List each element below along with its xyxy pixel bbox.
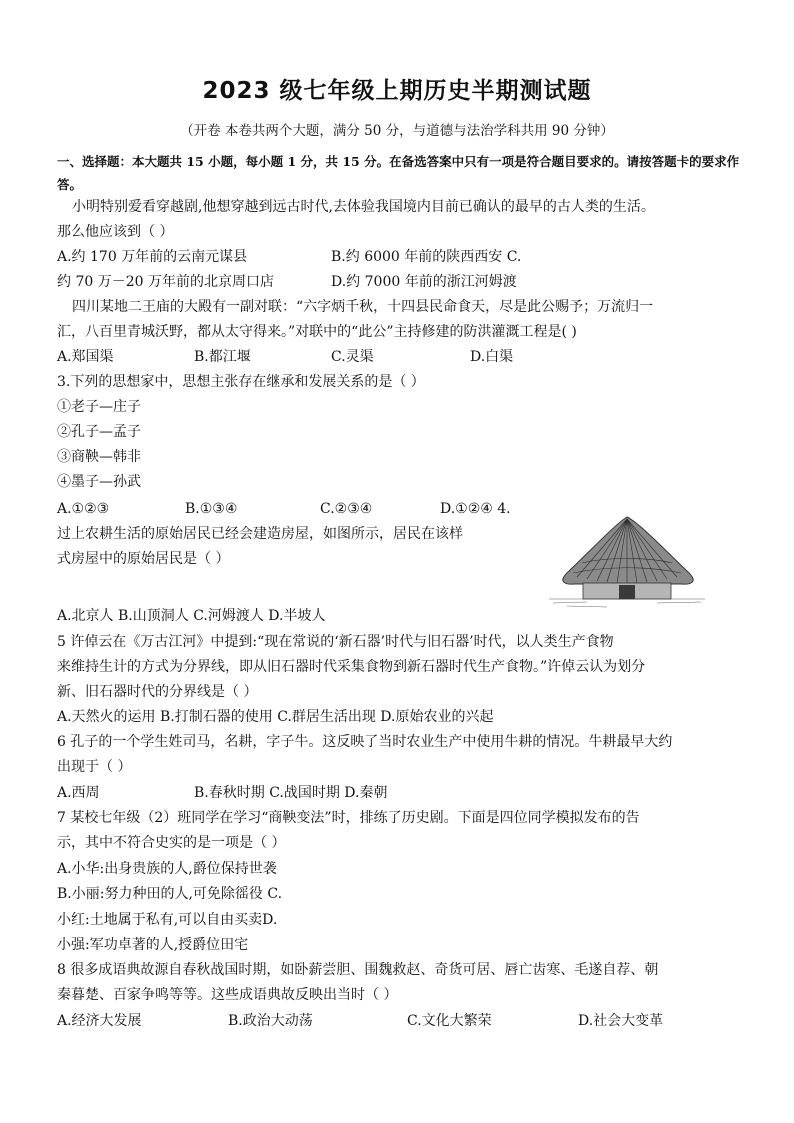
thatched-hut-illustration: [547, 511, 707, 611]
q2-option-b: B.都江堰: [194, 349, 251, 365]
q1-option-d: D.约 7000 年前的浙江河姆渡: [331, 274, 517, 290]
q7-option-d: 小强:军功卓著的人,授爵位田宅: [57, 937, 249, 953]
section-1-header: 一、选择题：本大题共 15 小题，每小题 1 分，共 15 分。在备选答案中只有一项是符合题目要求的。请按答题卡的要求作答。: [57, 154, 740, 192]
hut-door: [619, 585, 635, 599]
q3-option-b: B.①③④: [185, 501, 238, 517]
q1-line-2: 那么他应该到（ ）: [57, 224, 174, 240]
q6-option-a: A.西周: [57, 785, 100, 801]
q7-line-1: 7 某校七年级（2）班同学在学习“商鞅变法”时，排练了历史剧。下面是四位同学模拟发布的告: [57, 810, 640, 826]
q1-line-1: 小明特别爱看穿越剧,他想穿越到远古时代,去体验我国境内目前已确认的最早的古人类的生活。: [72, 199, 655, 215]
q6-line-2: 出现于（ ）: [57, 759, 132, 775]
q2-line-1: 四川某地二王庙的大殿有一副对联：“六字炳千秋，十四县民命食天，尽是此公赐予；万流归一: [72, 299, 654, 315]
q4-line-1: 过上农耕生活的原始居民已经会建造房屋，如图所示，居民在该样: [57, 526, 463, 542]
q3-option-a: A.①②③: [57, 501, 110, 517]
q2-option-a: A.郑国渠: [57, 349, 114, 365]
q8-option-d: D.社会大变革: [578, 1013, 664, 1029]
q8-option-c: C.文化大繁荣: [407, 1013, 492, 1029]
q8-option-b: B.政治大动荡: [228, 1013, 313, 1029]
hut-ground: [549, 599, 705, 607]
q6-line-1: 6 孔子的一个学生姓司马，名耕，字子牛。这反映了当时农业生产中使用牛耕的情况。牛耕最早大约: [57, 734, 673, 750]
q1-option-b: B.约 6000 年前的陕西西安 C.: [331, 249, 522, 265]
q7-line-2: 示，其中不符合史实的是一项是（ ）: [57, 835, 286, 851]
q1-option-a: A.约 170 万年前的云南元谋县: [57, 249, 248, 265]
q5-options: A.天然火的运用 B.打制石器的使用 C.群居生活出现 D.原始农业的兴起: [57, 709, 494, 725]
q3-option-c: C.②③④: [320, 501, 373, 517]
q7-option-a: A.小华:出身贵族的人,爵位保持世袭: [57, 861, 277, 877]
q3-item-4: ④墨子—孙武: [57, 474, 141, 490]
q3-item-1: ①老子—庄子: [57, 399, 141, 415]
q3-option-d: D.①②④ 4.: [440, 501, 511, 517]
q2-option-c: C.灵渠: [331, 349, 374, 365]
q8-option-a: A.经济大发展: [57, 1013, 142, 1029]
q8-line-1: 8 很多成语典故源自春秋战国时期，如卧薪尝胆、围魏救赵、奇货可居、唇亡齿寒、毛遂自荐、朝: [57, 962, 659, 978]
q3-stem: 3.下列的思想家中，思想主张存在继承和发展关系的是（ ）: [57, 374, 425, 390]
q5-line-3: 新、旧石器时代的分界线是（ ）: [57, 684, 258, 700]
q4-options: A.北京人 B.山顶洞人 C.河姆渡人 D.半坡人: [57, 608, 326, 624]
exam-subtitle: （开卷 本卷共两个大题，满分 50 分，与道德与法治学科共用 90 分钟）: [180, 123, 614, 139]
q2-line-2: 汇，八百里青城沃野，都从太守得来。”对联中的“此公”主持修建的防洪灌溉工程是( ): [57, 324, 577, 340]
q3-item-3: ③商鞅—韩非: [57, 449, 141, 465]
q4-line-2: 式房屋中的原始居民是（ ）: [57, 551, 230, 567]
q7-option-c: 小红:土地属于私有,可以自由买卖D.: [57, 912, 278, 928]
q5-line-1: 5 许倬云在《万古江河》中提到:“现在常说的‘新石器’时代与旧石器’时代，以人类生产食物: [57, 634, 614, 650]
q1-option-c: 约 70 万－20 万年前的北京周口店: [57, 274, 274, 290]
q3-item-2: ②孔子—孟子: [57, 424, 141, 440]
q7-option-b: B.小丽:努力种田的人,可免除徭役 C.: [57, 886, 283, 902]
q5-line-2: 来维持生计的方式为分界线，即从旧石器时代采集食物到新石器时代生产食物。”许倬云认为划分: [57, 659, 646, 675]
q6-options-b-d: B.春秋时期 C.战国时期 D.秦朝: [194, 785, 388, 801]
q2-option-d: D.白渠: [470, 349, 514, 365]
q8-line-2: 秦暮楚、百家争鸣等等。这些成语典故反映出当时（ ）: [57, 987, 398, 1003]
exam-title: 2023 级七年级上期历史半期测试题: [202, 78, 592, 104]
